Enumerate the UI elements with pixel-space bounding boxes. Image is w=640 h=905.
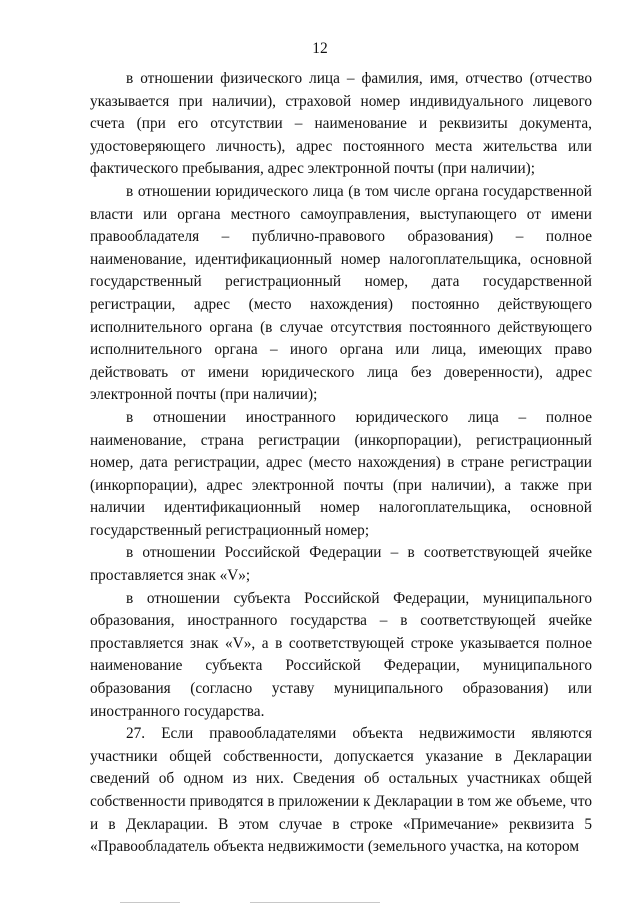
paragraph-russian-federation: в отношении Российской Федерации – в соответствующей ячейке проставляется знак «V»;: [90, 544, 592, 585]
paragraph-27-common-ownership: 27. Если правообладателями объекта недвижимости являются участники общей собственности, допускается указание в Декларации сведений об одном из них. Сведения об остальных участниках общей собственности приводятся в приложении к Декларации в том же объеме, что и в Декларации. В этом случае в строке «Примечание» реквизита 5 «Правообладатель объекта недвижимости (земельного участка, на котором: [90, 725, 592, 856]
paragraph-individual: в отношении физического лица – фамилия, имя, отчество (отчество указывается при наличии), страховой номер индивидуального лицевого счета (при его отсутствии – наименование и реквизиты документа, удостоверяющего личность), адрес постоянного места жительства или фактического пребывания, адрес электронной почты (при наличии);: [90, 70, 592, 178]
paragraph-legal-entity: в отношении юридического лица (в том числе органа государственной власти или органа местного самоуправления, выступающего от имени правообладателя – публично-правового образования) – полное наименование, идентификационный номер налогоплательщика, основной государственный регистрационный номер, дата государственной регистрации, адрес (место нахождения) постоянно действующего исполнительного органа (в случае отсутствия постоянного действующего исполнительного органа – иного органа или лица, имеющих право действовать от имени юридического лица без доверенности), адрес электронной почты (при наличии);: [90, 182, 592, 404]
page-number: 12: [312, 40, 328, 57]
paragraph-subject-municipality-foreign-state: в отношении субъекта Российской Федерации, муниципального образования, иностранного государства – в соответствующей ячейке проставляется знак «V», а в соответствующей строке указывается полное наименование субъекта Российской Федерации, муниципального образования (согласно уставу муниципального образования) или иностранного государства.: [90, 589, 592, 720]
paragraph-foreign-legal-entity: в отношении иностранного юридического лица – полное наименование, страна регистрации (инкорпорации), регистрационный номер, дата регистрации, адрес (место нахождения) в стране регистрации (инкорпорации), адрес электронной почты (при наличии), а также при наличии идентификационный номер налогоплательщика, основной государственный регистрационный номер;: [90, 408, 592, 539]
scan-artifact-line: [250, 902, 380, 903]
document-body: [90, 68, 592, 859]
scan-artifact-line: [120, 902, 180, 903]
